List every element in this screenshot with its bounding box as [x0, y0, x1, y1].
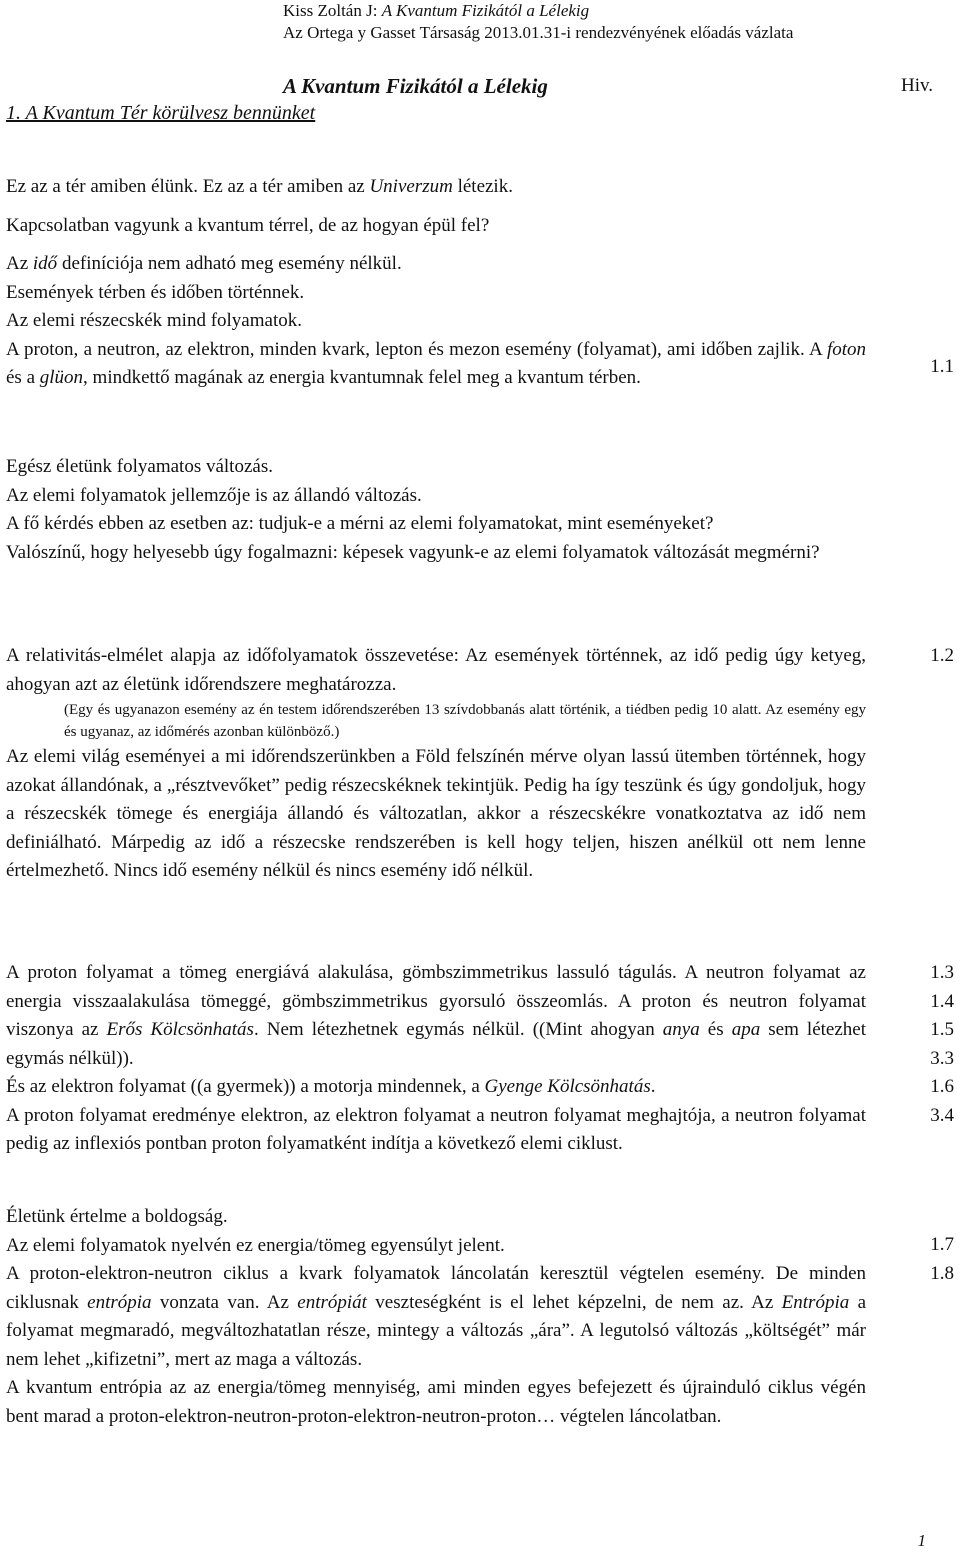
paragraph: A relativitás-elmélet alapja az időfolyamatok összevetése: Az események történnek, az idő pedig úgy ketyeg, ahogyan azt az életünk időrendszere meghatározza. [6, 645, 866, 695]
ref-1-8: 1.8 [930, 1262, 954, 1284]
ref-1-6: 1.6 [930, 1076, 954, 1097]
running-header-author [283, 0, 589, 22]
header-author: Kiss Zoltán J: [283, 1, 378, 20]
paragraph: Az idő definíciója nem adható meg esemény nélkül. [6, 253, 402, 274]
paragraph: A fő kérdés ebben az esetben az: tudjuk-e a mérni az elemi folyamatokat, mint eseményeket? [6, 513, 714, 534]
paragraph: A kvantum entrópia az az energia/tömeg mennyiség, ami minden egyes befejezett és újrainduló ciklus végén bent marad a proton-elektron-neutron-proton-elektron-neutron-proton… végtelen láncolatban. [6, 1377, 866, 1427]
section-heading: 1. A Kvantum Tér körülvesz bennünket [6, 102, 316, 124]
text-block-4 [6, 959, 866, 1159]
text-block-3 [6, 642, 866, 886]
text-block-2 [6, 453, 866, 567]
ref-3-3: 3.3 [930, 1047, 954, 1069]
paragraph: És az elektron folyamat ((a gyermek)) a motorja mindennek, a Gyenge Kölcsönhatás. [6, 1076, 656, 1097]
paragraph: Az elemi folyamatok nyelvén ez energia/tömeg egyensúlyt jelent. [6, 1234, 505, 1256]
paragraph-note: (Egy és ugyanazon esemény az én testem időrendszerében 13 szívdobbanás alatt történik, a tiédben pedig 10 alatt. Az esemény egy és ugyanaz, az időmérés azonban különböző.) [64, 702, 866, 740]
ref-1-7: 1.7 [930, 1234, 954, 1255]
ref-3-4: 3.4 [930, 1104, 954, 1126]
ref-column-block-2 [930, 1231, 954, 1288]
paragraph: Az elemi világ eseményei a mi időrendszerünkben a Föld felszínén mérve olyan lassú ütemben történnek, hogy azokat állandónak, a „résztvevőket” pedig részecskéknek tekintjük. Pedig ha így teszünk és úgy gondoljuk, hogy a részecskék tömege és energiája állandó és változatlan, akkor a részecskékre vonatkoztatva az idő nem definiálható. Márpedig az idő a részecske rendszerében is kell hogy teljen, hiszen anélkül ott nem lenne értelmezhető. Nincs idő esemény nélkül és nincs esemény idő nélkül. [6, 746, 866, 881]
ref-1-4: 1.4 [930, 990, 954, 1012]
paragraph: Az elemi folyamatok jellemzője is az állandó változás. [6, 484, 422, 506]
paragraph: Az elemi részecskék mind folyamatok. [6, 310, 302, 331]
paragraph: A proton folyamat a tömeg energiává alakulása, gömbszimmetrikus lassuló tágulás. A neutron folyamat az energia visszaalakulása tömeggé, gömbszimmetrikus gyorsuló összeomlás. A proton és neutron folyamat viszonya az Erős Kölcsönhatás. Nem létezhetnek egymás nélkül. ((Mint ahogyan anya és apa sem létezhet egymás nélkül)). [6, 962, 866, 1069]
running-header-subtitle: Az Ortega y Gasset Társaság 2013.01.31-i rendezvényének előadás vázlata [283, 23, 794, 42]
document-title: A Kvantum Fizikától a Lélekig [283, 74, 548, 98]
paragraph: Ez az a tér amiben élünk. Ez az a tér amiben az Univerzum létezik. [6, 176, 513, 197]
text-block-1 [6, 173, 866, 393]
ref-1-1: 1.1 [930, 356, 954, 377]
reference-column-label: Hiv. [901, 75, 934, 96]
header-title-ref: A Kvantum Fizikától a Lélekig [381, 1, 590, 20]
ref-column-block [930, 959, 954, 1130]
paragraph: A proton-elektron-neutron ciklus a kvark folyamatok láncolatán keresztül végtelen esemény. De minden ciklusnak entrópia vonzata van. Az entrópiát veszteségként is el lehet képzelni, de nem az. Az Entrópia a folyamat megmaradó, megváltozhatatlan része, mintegy a változás „ára”. A legutolsó változás „költségét” már nem lehet „kifizetni”, mert az maga a változás. [6, 1263, 867, 1370]
ref-1-5: 1.5 [930, 1019, 954, 1040]
paragraph: Valószínű, hogy helyesebb úgy fogalmazni: képesek vagyunk-e az elemi folyamatok változását megmérni? [6, 541, 820, 563]
paragraph: Események térben és időben történnek. [6, 281, 305, 303]
paragraph: Egész életünk folyamatos változás. [6, 456, 273, 477]
paragraph: A proton, a neutron, az elektron, minden kvark, lepton és mezon esemény (folyamat), ami időben zajlik. A foton és a glüon, mindkettő magának az energia kvantumnak felel meg a kvantum térben. [6, 338, 866, 388]
ref-1-3: 1.3 [930, 962, 954, 983]
page-number: 1 [917, 1531, 926, 1550]
paragraph: Életünk értelme a boldogság. [6, 1206, 228, 1227]
ref-1-2: 1.2 [930, 645, 954, 666]
paragraph: A proton folyamat eredménye elektron, az elektron folyamat a neutron folyamat meghajtója, a neutron folyamat pedig az inflexiós pontban proton folyamatként indítja a következő elemi ciklust. [6, 1104, 866, 1154]
text-block-5 [6, 1203, 866, 1431]
paragraph: Kapcsolatban vagyunk a kvantum térrel, de az hogyan épül fel? [6, 214, 490, 236]
